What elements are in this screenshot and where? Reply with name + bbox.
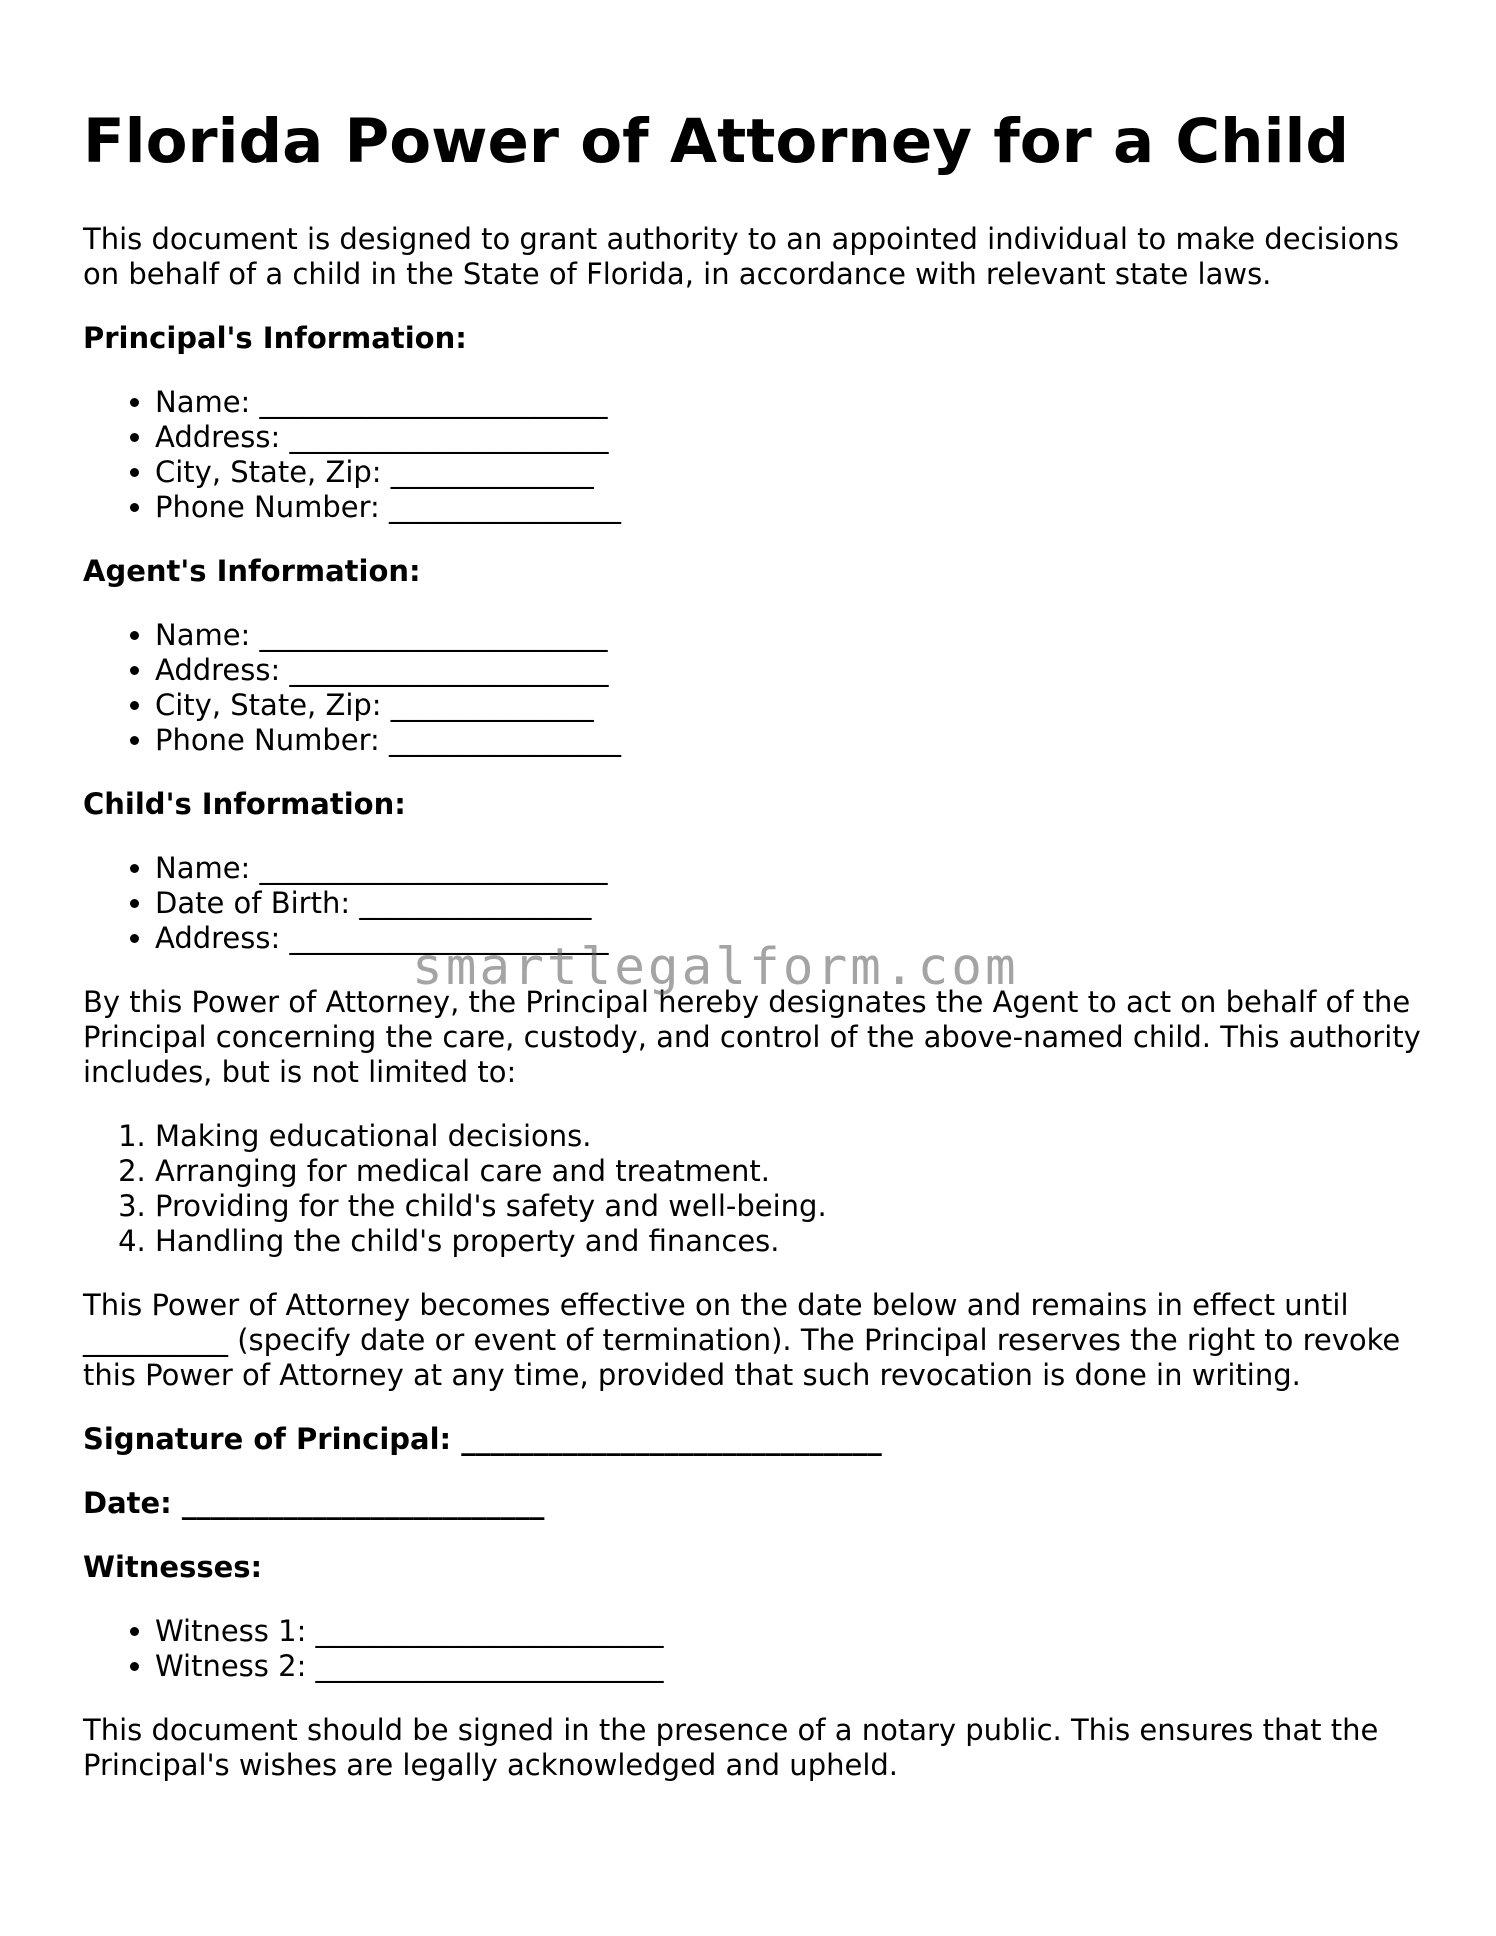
closing-paragraph: This document should be signed in the presence of a notary public. This ensures that the Principal's wishes are legally acknowledged and upheld. [83,1713,1379,1782]
agent-info-list [83,618,1423,758]
witnesses-heading: Witnesses: [83,1550,263,1584]
document-page [83,100,1423,1812]
authority-item: 2. Arranging for medical care and treatment. [155,1154,1423,1189]
child-address-field: • Address: ______________________ [155,921,1423,956]
watermark: smartlegalform.com [412,938,1019,997]
agent-address-field: • Address: ______________________ [155,653,1423,688]
intro-paragraph: This document is designed to grant authority to an appointed individual to make decisions on behalf of a child in the State of Florida, in accordance with relevant state laws. [83,222,1399,291]
date-line: Date: _________________________ [83,1486,545,1520]
effective-paragraph: This Power of Attorney becomes effective on the date below and remains in effect until __________ (specify date or event of termination). The Principal reserves the right to revoke this Power of Attorney at any time, provided that such revocation is done in writing. [83,1288,1401,1392]
designation-paragraph: By this Power of Attorney, the Principal hereby designates the Agent to act on behalf of the Principal concerning the care, custody, and control of the above-named child. This authority includes, but is not limited to: [83,985,1421,1089]
witness-2-field: • Witness 2: ________________________ [155,1649,1423,1684]
authorities-list [83,1119,1423,1259]
agent-name-field: • Name: ________________________ [155,618,1423,653]
authority-item: 1. Making educational decisions. [155,1119,1423,1154]
authority-item: 3. Providing for the child's safety and well-being. [155,1189,1423,1224]
witness-1-field: • Witness 1: ________________________ [155,1614,1423,1649]
witnesses-list [83,1614,1423,1684]
child-dob-field: • Date of Birth: ________________ [155,886,1423,921]
authority-item: 4. Handling the child's property and finances. [155,1224,1423,1259]
principal-name-field: • Name: ________________________ [155,385,1423,420]
principal-heading: Principal's Information: [83,321,467,355]
agent-city-state-zip-field: • City, State, Zip: ______________ [155,688,1423,723]
principal-signature-line: Signature of Principal: _____________________________ [83,1422,882,1456]
principal-info-list [83,385,1423,525]
agent-heading: Agent's Information: [83,554,421,588]
document-title: Florida Power of Attorney for a Child [83,106,1350,177]
principal-phone-field: • Phone Number: ________________ [155,490,1423,525]
principal-address-field: • Address: ______________________ [155,420,1423,455]
principal-city-state-zip-field: • City, State, Zip: ______________ [155,455,1423,490]
agent-phone-field: • Phone Number: ________________ [155,723,1423,758]
child-heading: Child's Information: [83,787,406,821]
child-name-field: • Name: ________________________ [155,851,1423,886]
child-info-list [83,851,1423,956]
